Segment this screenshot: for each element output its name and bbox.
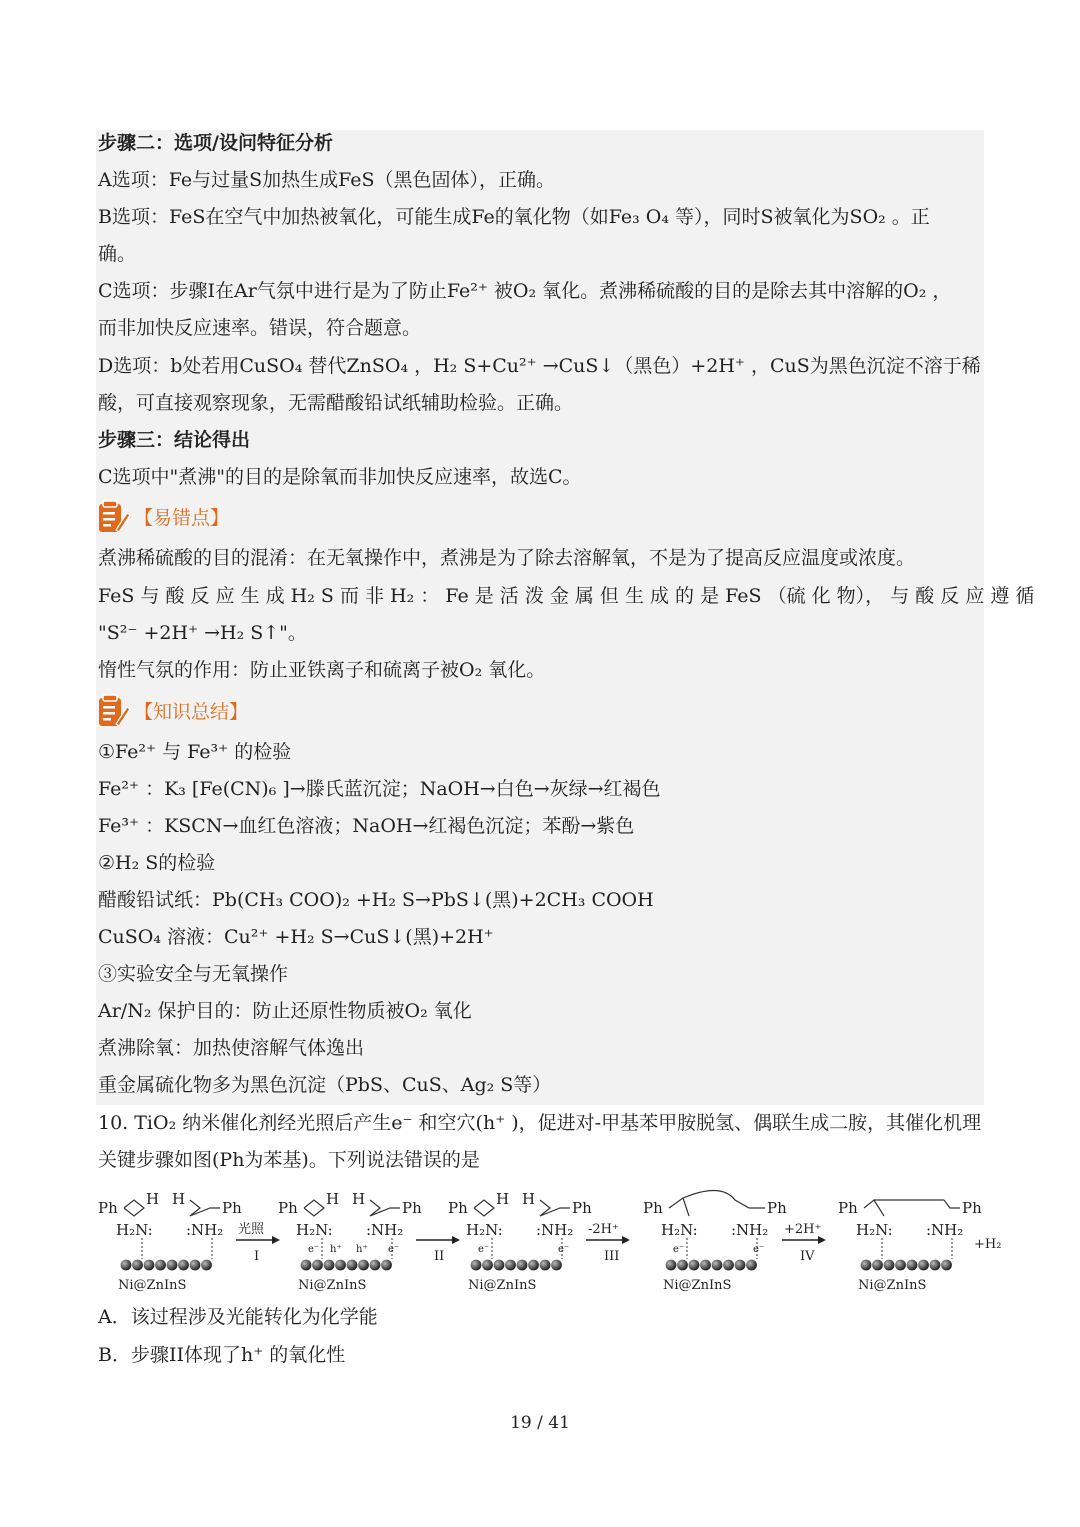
catalyst-particle bbox=[861, 1260, 872, 1271]
ch-fragment bbox=[540, 1200, 570, 1216]
ch-fragment bbox=[190, 1200, 220, 1216]
amine-left-label: H₂N: bbox=[466, 1221, 503, 1239]
catalyst-particle bbox=[335, 1260, 346, 1271]
arrow-head bbox=[818, 1236, 826, 1244]
catalyst-particle bbox=[712, 1260, 723, 1271]
option-a: A．该过程涉及光能转化为化学能 bbox=[98, 1306, 378, 1328]
catalyst-particle bbox=[540, 1260, 551, 1271]
catalyst-particle bbox=[132, 1260, 143, 1271]
step2-title: 步骤二：选项/设问特征分析 bbox=[98, 132, 333, 154]
option-d-analysis-cont: 酸，可直接观察现象，无需醋酸铅试纸辅助检验。正确。 bbox=[98, 392, 574, 414]
catalyst-label: Ni@ZnInS bbox=[663, 1278, 732, 1293]
hydrogen-label: H bbox=[146, 1190, 160, 1208]
cc-bond bbox=[864, 1200, 884, 1216]
analysis-shaded-block bbox=[96, 130, 984, 1105]
catalyst-particle bbox=[735, 1260, 746, 1271]
catalyst-particle bbox=[505, 1260, 516, 1271]
cc-bond bbox=[944, 1200, 960, 1208]
ch-fragment bbox=[304, 1200, 324, 1216]
catalyst-particle bbox=[381, 1260, 392, 1271]
catalyst-particle bbox=[301, 1260, 312, 1271]
catalyst-particle bbox=[494, 1260, 505, 1271]
hydrogen-label: H bbox=[172, 1190, 186, 1208]
catalyst-particle bbox=[178, 1260, 189, 1271]
pitfall-line: 煮沸稀硫酸的目的混淆：在无氧操作中，煮沸是为了除去溶解氧，不是为了提高反应温度或浓度。 bbox=[98, 547, 916, 569]
arrow-head bbox=[622, 1236, 630, 1244]
catalyst-particle bbox=[689, 1260, 700, 1271]
summary-line: 煮沸除氧：加热使溶解气体逸出 bbox=[98, 1037, 365, 1059]
arrow-condition-label: +2H⁺ bbox=[784, 1222, 822, 1237]
phenyl-left-label: Ph bbox=[98, 1199, 118, 1217]
arrow-condition-label: -2H⁺ bbox=[588, 1222, 619, 1237]
amine-right-label: :NH₂ bbox=[731, 1221, 769, 1239]
phenyl-left-label: Ph bbox=[448, 1199, 468, 1217]
catalyst-particle bbox=[324, 1260, 335, 1271]
summary-line: ③实验安全与无氧操作 bbox=[98, 963, 289, 985]
summary-tag: 【知识总结】 bbox=[134, 701, 249, 723]
question-stem: 10. TiO₂ 纳米催化剂经光照后产生e⁻ 和空穴(h⁺ )，促进对-甲基苯甲胺脱氢、偶联生成二胺，其催化机理 bbox=[98, 1112, 982, 1134]
summary-line: 醋酸铅试纸：Pb(CH₃ COO)₂ +H₂ S→PbS↓(黑)+2CH₃ COOH bbox=[98, 889, 654, 911]
catalyst-particle bbox=[872, 1260, 883, 1271]
pencil-note-icon bbox=[98, 500, 130, 534]
phenyl-right-label: Ph bbox=[402, 1199, 422, 1217]
option-b-analysis: B选项：FeS在空气中加热被氧化，可能生成Fe的氧化物（如Fe₃ O₄ 等），同时S被氧化为SO₂ 。正 bbox=[98, 206, 930, 228]
phenyl-right-label: Ph bbox=[572, 1199, 592, 1217]
page-number: 19 / 41 bbox=[510, 1413, 570, 1433]
catalyst-particle bbox=[941, 1260, 952, 1271]
catalyst-particle bbox=[155, 1260, 166, 1271]
catalyst-label: Ni@ZnInS bbox=[118, 1278, 187, 1293]
catalyst-particle bbox=[528, 1260, 539, 1271]
option-c-analysis-cont: 而非加快反应速率。错误，符合题意。 bbox=[98, 317, 422, 339]
question-stem-cont: 关键步骤如图(Ph为苯基)。下列说法错误的是 bbox=[98, 1149, 480, 1171]
phenyl-left-label: Ph bbox=[278, 1199, 298, 1217]
option-a-analysis: A选项：Fe与过量S加热生成FeS（黑色固体），正确。 bbox=[98, 169, 556, 191]
catalyst-label: Ni@ZnInS bbox=[858, 1278, 927, 1293]
catalyst-particle bbox=[312, 1260, 323, 1271]
electron-label: e⁻ bbox=[478, 1244, 490, 1255]
step-numeral: I bbox=[254, 1249, 260, 1264]
catalyst-label: Ni@ZnInS bbox=[468, 1278, 537, 1293]
hydrogen-label: H bbox=[326, 1190, 340, 1208]
electron-label: e⁻ bbox=[388, 1244, 400, 1255]
catalyst-particle bbox=[677, 1260, 688, 1271]
hydrogen-label: H bbox=[352, 1190, 366, 1208]
phenyl-left-label: Ph bbox=[643, 1199, 663, 1217]
arrow-head bbox=[272, 1236, 280, 1244]
catalyst-particle bbox=[517, 1260, 528, 1271]
radical-fragment bbox=[669, 1190, 765, 1216]
catalyst-particle bbox=[471, 1260, 482, 1271]
catalyst-particle bbox=[930, 1260, 941, 1271]
hydrogen-label: H bbox=[496, 1190, 510, 1208]
catalyst-label: Ni@ZnInS bbox=[298, 1278, 367, 1293]
catalyst-particle bbox=[144, 1260, 155, 1271]
catalyst-particle bbox=[895, 1260, 906, 1271]
amine-left-label: H₂N: bbox=[661, 1221, 698, 1239]
ch-fragment bbox=[370, 1200, 400, 1216]
catalyst-particle bbox=[201, 1260, 212, 1271]
catalyst-particle bbox=[370, 1260, 381, 1271]
pencil-note-icon bbox=[98, 694, 130, 728]
summary-line: ①Fe²⁺ 与 Fe³⁺ 的检验 bbox=[98, 741, 292, 763]
electron-label: e⁻ bbox=[308, 1244, 320, 1255]
catalyst-particle bbox=[700, 1260, 711, 1271]
amine-right-label: :NH₂ bbox=[186, 1221, 224, 1239]
amine-left-label: H₂N: bbox=[856, 1221, 893, 1239]
electron-label: e⁻ bbox=[673, 1244, 685, 1255]
option-d-analysis: D选项：b处若用CuSO₄ 替代ZnSO₄ ，H₂ S+Cu²⁺ →CuS↓（黑色）+2H⁺ ，CuS为黑色沉淀不溶于稀 bbox=[98, 355, 981, 377]
catalyst-particle bbox=[167, 1260, 178, 1271]
hydrogen-label: H bbox=[522, 1190, 536, 1208]
step-numeral: III bbox=[604, 1249, 620, 1264]
amine-right-label: :NH₂ bbox=[366, 1221, 404, 1239]
pitfall-line: "S²⁻ +2H⁺ →H₂ S↑"。 bbox=[98, 622, 307, 644]
ch-fragment bbox=[474, 1200, 494, 1216]
step-numeral: II bbox=[434, 1249, 445, 1264]
hydrogen-gas-label: +H₂ bbox=[974, 1237, 1002, 1252]
catalyst-particle bbox=[723, 1260, 734, 1271]
catalyst-particle bbox=[918, 1260, 929, 1271]
catalyst-particle bbox=[347, 1260, 358, 1271]
pitfall-line: 惰性气氛的作用：防止亚铁离子和硫离子被O₂ 氧化。 bbox=[98, 659, 546, 681]
ch-fragment bbox=[124, 1200, 144, 1216]
amine-left-label: H₂N: bbox=[116, 1221, 153, 1239]
amine-right-label: :NH₂ bbox=[536, 1221, 574, 1239]
option-b-analysis-cont: 确。 bbox=[98, 243, 137, 265]
arrow-head bbox=[452, 1236, 460, 1244]
step3-title: 步骤三：结论得出 bbox=[98, 429, 251, 451]
catalyst-particle bbox=[551, 1260, 562, 1271]
electron-label: e⁻ bbox=[558, 1244, 570, 1255]
pitfall-line: FeS 与 酸 反 应 生 成 H₂ S 而 非 H₂ ： Fe 是 活 泼 金 属 但 生 成 的 是 FeS （硫 化 物）， 与 酸 反 应 遵 循 bbox=[98, 585, 1035, 607]
pitfalls-tag: 【易错点】 bbox=[134, 507, 230, 529]
option-c-analysis: C选项：步骤Ⅰ在Ar气氛中进行是为了防止Fe²⁺ 被O₂ 氧化。煮沸稀硫酸的目的是除去其中溶解的O₂ ， bbox=[98, 280, 952, 302]
electron-label: e⁻ bbox=[753, 1244, 765, 1255]
summary-line: 重金属硫化物多为黑色沉淀（PbS、CuS、Ag₂ S等） bbox=[98, 1074, 552, 1096]
catalyst-particle bbox=[907, 1260, 918, 1271]
catalyst-particle bbox=[884, 1260, 895, 1271]
catalyst-particle bbox=[666, 1260, 677, 1271]
conclusion-text: C选项中"煮沸"的目的是除氧而非加快反应速率，故选C。 bbox=[98, 466, 582, 488]
phenyl-right-label: Ph bbox=[962, 1199, 982, 1217]
hole-label: h⁺ bbox=[330, 1244, 342, 1255]
catalyst-particle bbox=[746, 1260, 757, 1271]
catalytic-mechanism-diagram bbox=[94, 1186, 1014, 1296]
phenyl-right-label: Ph bbox=[767, 1199, 787, 1217]
catalyst-particle bbox=[358, 1260, 369, 1271]
amine-right-label: :NH₂ bbox=[926, 1221, 964, 1239]
summary-line: Fe²⁺ ：K₃ [Fe(CN)₆ ]→滕氏蓝沉淀；NaOH→白色→灰绿→红褐色 bbox=[98, 778, 661, 800]
phenyl-left-label: Ph bbox=[838, 1199, 858, 1217]
summary-line: Ar/N₂ 保护目的：防止还原性物质被O₂ 氧化 bbox=[98, 1000, 472, 1022]
catalyst-particle bbox=[482, 1260, 493, 1271]
step-numeral: IV bbox=[800, 1249, 815, 1264]
hole-label: h⁺ bbox=[356, 1244, 368, 1255]
summary-line: Fe³⁺ ：KSCN→血红色溶液；NaOH→红褐色沉淀；苯酚→紫色 bbox=[98, 815, 635, 837]
phenyl-right-label: Ph bbox=[222, 1199, 242, 1217]
arrow-condition-label: 光照 bbox=[238, 1222, 265, 1237]
catalyst-particle bbox=[190, 1260, 201, 1271]
catalyst-particle bbox=[121, 1260, 132, 1271]
amine-left-label: H₂N: bbox=[296, 1221, 333, 1239]
summary-line: ②H₂ S的检验 bbox=[98, 852, 216, 874]
summary-line: CuSO₄ 溶液：Cu²⁺ +H₂ S→CuS↓(黑)+2H⁺ bbox=[98, 926, 494, 948]
option-b: B．步骤II体现了h⁺ 的氧化性 bbox=[98, 1344, 346, 1366]
